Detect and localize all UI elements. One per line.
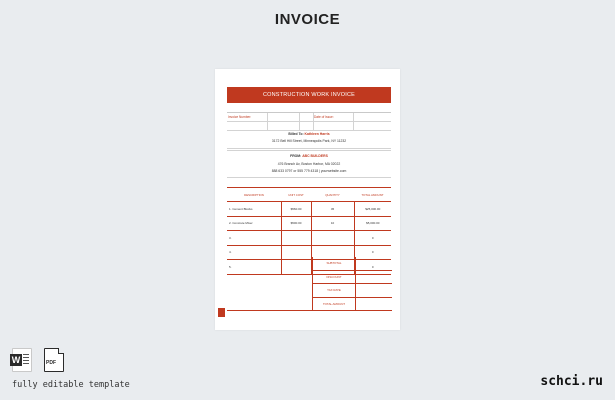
item-description: 1. Cement Blocks <box>227 202 281 217</box>
from-line <box>227 154 391 158</box>
column-header: TOTAL AMOUNT <box>354 188 391 202</box>
from-label: FROM: <box>290 154 302 158</box>
from-name: ABC BUILDERS <box>302 154 328 158</box>
page-heading: INVOICE <box>274 11 341 28</box>
summary-value <box>356 257 392 270</box>
summary-value <box>356 297 392 311</box>
format-icons <box>12 348 72 372</box>
summary-table <box>312 257 392 311</box>
item-description: 3. <box>227 231 281 246</box>
caption: fully editable template <box>12 380 130 390</box>
summary-value <box>356 270 392 284</box>
divider <box>227 177 391 178</box>
meta-cell <box>313 122 354 131</box>
column-header: QUANTITY <box>311 188 354 202</box>
item-total: $25,000.00 <box>354 202 391 217</box>
meta-cell <box>353 122 391 131</box>
billed-to-line <box>227 132 391 136</box>
column-header: DESCRIPTION <box>227 188 281 202</box>
summary-value <box>356 284 392 298</box>
table-row <box>227 202 391 217</box>
table-row <box>227 231 391 246</box>
item-description: 2. Concrete Mixer <box>227 216 281 231</box>
pdf-doc-icon[interactable] <box>44 348 64 372</box>
meta-cell <box>227 122 268 131</box>
word-letter: W <box>11 355 21 365</box>
summary-label: SUBTOTAL <box>313 257 356 270</box>
invoice-banner: CONSTRUCTION WORK INVOICE <box>227 87 391 103</box>
meta-cell <box>267 122 300 131</box>
meta-cell <box>299 122 314 131</box>
billed-to-name: Kathleen Harris <box>304 132 330 136</box>
date-label: Date of Issue: <box>314 115 334 119</box>
from-address: 476 Branch Av, Boston Harbor, MA 02022 <box>277 162 341 166</box>
item-total: 0 <box>354 231 391 246</box>
item-description: 4. <box>227 245 281 260</box>
item-total: 0 <box>354 245 391 260</box>
invoice-preview <box>215 69 400 330</box>
divider <box>227 148 391 149</box>
summary-row <box>313 257 392 270</box>
item-description: 5. <box>227 260 281 275</box>
summary-spacer <box>227 257 312 311</box>
item-quantity: 45 <box>311 202 354 217</box>
table-header-row <box>227 188 391 202</box>
column-header: UNIT COST <box>281 188 311 202</box>
item-quantity <box>311 231 354 246</box>
summary-label: TAX RATE <box>313 284 356 298</box>
item-total: $5,000.00 <box>354 216 391 231</box>
summary-label: DISCOUNT <box>313 270 356 284</box>
from-contact: 888 633 0797 or 555 779 4318 | yourwebsite.com <box>271 169 347 173</box>
item-unit-cost: $560.00 <box>281 202 311 217</box>
item-unit-cost <box>281 231 311 246</box>
meta-cell <box>299 113 314 122</box>
invoice-number-label: Invoice Number: <box>228 115 252 119</box>
table-row <box>227 216 391 231</box>
meta-cell <box>353 113 391 122</box>
meta-cell <box>267 113 300 122</box>
pdf-label: PDF <box>46 360 56 366</box>
item-unit-cost: $500.00 <box>281 216 311 231</box>
item-quantity: 10 <box>311 216 354 231</box>
divider <box>227 150 391 151</box>
accent-marker <box>218 308 225 317</box>
invoice-meta-grid <box>227 112 391 131</box>
billed-to-address: 3172 Bell Hill Street, Minneapolis Park, NY 11232 <box>271 139 347 143</box>
summary-row <box>313 297 392 311</box>
brand: schci.ru <box>540 374 603 389</box>
summary-label: TOTAL AMOUNT <box>313 297 356 311</box>
item-total: 0 <box>354 260 391 275</box>
summary-row <box>313 270 392 284</box>
word-doc-icon[interactable] <box>12 348 32 372</box>
billed-to-label: Billed To: <box>288 132 304 136</box>
summary-row <box>313 284 392 298</box>
